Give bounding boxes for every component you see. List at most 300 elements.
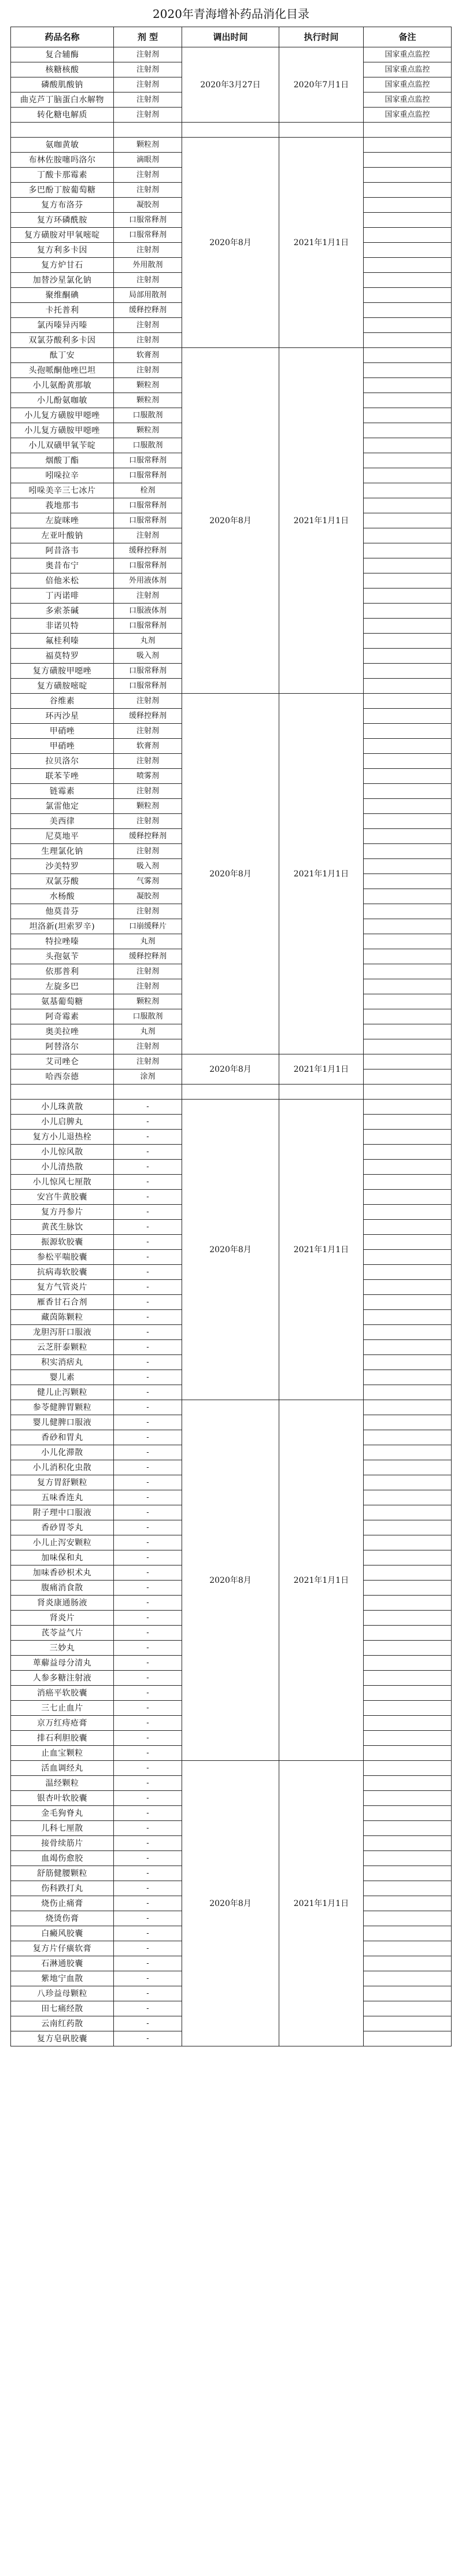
dosage-form-cell: -: [114, 1806, 182, 1821]
drug-name-cell: 链霉素: [11, 784, 114, 799]
dosage-form-cell: -: [114, 1671, 182, 1686]
drug-name-cell: 萆薢益母分清丸: [11, 1656, 114, 1671]
drug-name-cell: 白癜风胶囊: [11, 1926, 114, 1941]
remarks-cell: [364, 814, 452, 829]
dosage-form-cell: -: [114, 1160, 182, 1175]
dosage-form-cell: -: [114, 1881, 182, 1896]
drug-name-cell: 石淋通胶囊: [11, 1956, 114, 1971]
remarks-cell: [364, 228, 452, 243]
dosage-form-cell: 吸入剂: [114, 649, 182, 664]
dosage-form-cell: 凝胶剂: [114, 889, 182, 904]
drug-name-cell: 拉贝洛尔: [11, 754, 114, 769]
drug-name-cell: 复方胃舒颗粒: [11, 1475, 114, 1490]
empty-cell: [279, 1085, 364, 1100]
drug-name-cell: 雁香甘石合剂: [11, 1295, 114, 1310]
remarks-cell: [364, 1776, 452, 1791]
dosage-form-cell: 口服常释剂: [114, 679, 182, 694]
table-row: [11, 47, 452, 62]
drug-name-cell: 伤科跌打丸: [11, 1881, 114, 1896]
remarks-cell: [364, 1716, 452, 1731]
drug-name-cell: 复方利多卡因: [11, 243, 114, 258]
dosage-form-cell: 口服散剂: [114, 408, 182, 423]
drug-name-cell: 磷酸肌酸钠: [11, 77, 114, 92]
remarks-cell: [364, 363, 452, 378]
dosage-form-cell: -: [114, 1656, 182, 1671]
remarks-cell: [364, 183, 452, 198]
remarks-cell: [364, 333, 452, 348]
remarks-cell: [364, 513, 452, 528]
remarks-cell: [364, 318, 452, 333]
drug-name-cell: 加味香砂枳术丸: [11, 1565, 114, 1581]
drug-name-cell: 腹痛消食散: [11, 1581, 114, 1596]
drug-name-cell: 黄芪生脉饮: [11, 1220, 114, 1235]
drug-name-cell: 非诺贝特: [11, 619, 114, 634]
dosage-form-cell: -: [114, 1325, 182, 1340]
drug-name-cell: 他莫昔芬: [11, 904, 114, 919]
drug-name-cell: 艾司唑仑: [11, 1054, 114, 1069]
drug-name-cell: 奥美拉唑: [11, 1024, 114, 1039]
empty-cell: [279, 123, 364, 138]
remarks-cell: [364, 1821, 452, 1836]
dosage-form-cell: -: [114, 1340, 182, 1355]
remarks-cell: [364, 889, 452, 904]
header-effective-date: 执行时间: [279, 27, 364, 47]
removal-date-cell: 2020年8月: [182, 138, 279, 348]
table-row: [11, 1054, 452, 1069]
removal-date-cell: 2020年8月: [182, 1400, 279, 1761]
remarks-cell: [364, 1911, 452, 1926]
drug-name-cell: 莪地那韦: [11, 498, 114, 513]
drug-name-cell: 金毛狗脊丸: [11, 1806, 114, 1821]
drug-name-cell: 积实消痞丸: [11, 1355, 114, 1370]
drug-name-cell: 小儿惊风散: [11, 1145, 114, 1160]
empty-cell: [364, 123, 452, 138]
dosage-form-cell: -: [114, 1445, 182, 1460]
drug-name-cell: 复方磺胺嘧啶: [11, 679, 114, 694]
drug-name-cell: 坦洛新(坦索罗辛): [11, 919, 114, 934]
drug-name-cell: 小儿惊风七厘散: [11, 1175, 114, 1190]
remarks-cell: [364, 1115, 452, 1130]
dosage-form-cell: 注射剂: [114, 273, 182, 288]
dosage-form-cell: 软膏剂: [114, 348, 182, 363]
drug-name-cell: 头孢氨苄: [11, 949, 114, 964]
drug-name-cell: 紫地宁血散: [11, 1971, 114, 1986]
empty-cell: [11, 123, 114, 138]
remarks-cell: [364, 198, 452, 213]
drug-name-cell: 人参多糖注射液: [11, 1671, 114, 1686]
remarks-cell: [364, 453, 452, 468]
dosage-form-cell: -: [114, 1115, 182, 1130]
dosage-form-cell: -: [114, 1956, 182, 1971]
drug-name-cell: 香砂胃苓丸: [11, 1520, 114, 1535]
removal-date-cell: 2020年3月27日: [182, 47, 279, 123]
drug-name-cell: 婴儿健脾口服液: [11, 1415, 114, 1430]
drug-name-cell: 复方磺胺对甲氧嘧啶: [11, 228, 114, 243]
dosage-form-cell: -: [114, 1370, 182, 1385]
drug-name-cell: 卡托普利: [11, 303, 114, 318]
drug-name-cell: 小儿酚氨咖敏: [11, 393, 114, 408]
drug-name-cell: 环丙沙星: [11, 709, 114, 724]
drug-name-cell: 田七痛经散: [11, 2001, 114, 2016]
dosage-form-cell: -: [114, 1821, 182, 1836]
drug-name-cell: 血竭伤愈胶: [11, 1851, 114, 1866]
remarks-cell: [364, 1596, 452, 1611]
drug-name-cell: 小儿化滞散: [11, 1445, 114, 1460]
remarks-cell: [364, 1806, 452, 1821]
remarks-cell: [364, 1160, 452, 1175]
remarks-cell: [364, 724, 452, 739]
remarks-cell: [364, 874, 452, 889]
remarks-cell: [364, 604, 452, 619]
dosage-form-cell: -: [114, 1686, 182, 1701]
table-row: [11, 694, 452, 709]
remarks-cell: [364, 949, 452, 964]
drug-name-cell: 龙胆泻肝口服液: [11, 1325, 114, 1340]
dosage-form-cell: 注射剂: [114, 844, 182, 859]
drug-name-cell: 福莫特罗: [11, 649, 114, 664]
remarks-cell: [364, 168, 452, 183]
dosage-form-cell: 颗粒剂: [114, 138, 182, 153]
drug-name-cell: 丁酸卡那霉素: [11, 168, 114, 183]
drug-name-cell: 双氯芬酸: [11, 874, 114, 889]
drug-name-cell: 氨基葡萄糖: [11, 994, 114, 1009]
drug-name-cell: 水杨酸: [11, 889, 114, 904]
drug-name-cell: 云南红药散: [11, 2016, 114, 2031]
dosage-form-cell: 缓释控释剂: [114, 949, 182, 964]
dosage-form-cell: 颗粒剂: [114, 994, 182, 1009]
remarks-cell: [364, 1761, 452, 1776]
remarks-cell: [364, 1190, 452, 1205]
drug-name-cell: 肾炎片: [11, 1611, 114, 1626]
remarks-cell: [364, 273, 452, 288]
dosage-form-cell: -: [114, 1490, 182, 1505]
dosage-form-cell: -: [114, 1641, 182, 1656]
dosage-form-cell: -: [114, 1190, 182, 1205]
remarks-cell: [364, 934, 452, 949]
remarks-cell: [364, 634, 452, 649]
remarks-cell: [364, 664, 452, 679]
drug-name-cell: 复方气管炎片: [11, 1280, 114, 1295]
dosage-form-cell: 喷雾剂: [114, 769, 182, 784]
drug-name-cell: 复方片仔癀软膏: [11, 1941, 114, 1956]
drug-name-cell: 倍他米松: [11, 573, 114, 589]
separator-row: [11, 123, 452, 138]
remarks-cell: [364, 1235, 452, 1250]
remarks-cell: [364, 994, 452, 1009]
drug-name-cell: 丁丙诺啡: [11, 589, 114, 604]
drug-name-cell: 云芝肝泰颗粒: [11, 1340, 114, 1355]
dosage-form-cell: -: [114, 1731, 182, 1746]
remarks-cell: [364, 1550, 452, 1565]
remarks-cell: [364, 1986, 452, 2001]
dosage-form-cell: 注射剂: [114, 62, 182, 77]
drug-name-cell: 舒筋健腰颗粒: [11, 1866, 114, 1881]
remarks-cell: [364, 904, 452, 919]
dosage-form-cell: 注射剂: [114, 168, 182, 183]
remarks-cell: [364, 739, 452, 754]
dosage-form-cell: -: [114, 1205, 182, 1220]
remarks-cell: [364, 1220, 452, 1235]
dosage-form-cell: 口服常释剂: [114, 558, 182, 573]
remarks-cell: [364, 1475, 452, 1490]
drug-name-cell: 阿奇霉素: [11, 1009, 114, 1024]
removal-date-cell: 2020年8月: [182, 1100, 279, 1400]
drug-name-cell: 核糖核酸: [11, 62, 114, 77]
drug-name-cell: 复方布洛芬: [11, 198, 114, 213]
drug-name-cell: 转化糖电解质: [11, 108, 114, 123]
effective-date-cell: 2021年1月1日: [279, 694, 364, 1054]
drug-name-cell: 左亚叶酸钠: [11, 528, 114, 543]
dosage-form-cell: 缓释控释剂: [114, 543, 182, 558]
drug-name-cell: 特拉唑嗪: [11, 934, 114, 949]
effective-date-cell: 2021年1月1日: [279, 138, 364, 348]
remarks-cell: [364, 1355, 452, 1370]
remarks-cell: [364, 1340, 452, 1355]
dosage-form-cell: -: [114, 1505, 182, 1520]
dosage-form-cell: 凝胶剂: [114, 198, 182, 213]
remarks-cell: [364, 1896, 452, 1911]
remarks-cell: [364, 1520, 452, 1535]
remarks-cell: [364, 1415, 452, 1430]
dosage-form-cell: 口崩缓释片: [114, 919, 182, 934]
dosage-form-cell: -: [114, 1851, 182, 1866]
drug-name-cell: 美西律: [11, 814, 114, 829]
empty-cell: [182, 1085, 279, 1100]
drug-name-cell: 儿科七厘散: [11, 1821, 114, 1836]
remarks-cell: [364, 1054, 452, 1069]
effective-date-cell: 2021年1月1日: [279, 1100, 364, 1400]
remarks-cell: [364, 1400, 452, 1415]
dosage-form-cell: 口服常释剂: [114, 228, 182, 243]
drug-name-cell: 小儿消积化虫散: [11, 1460, 114, 1475]
empty-cell: [114, 123, 182, 138]
dosage-form-cell: -: [114, 1866, 182, 1881]
remarks-cell: [364, 754, 452, 769]
dosage-form-cell: -: [114, 1385, 182, 1400]
drug-name-cell: 阿替洛尔: [11, 1039, 114, 1054]
remarks-cell: [364, 1866, 452, 1881]
remarks-cell: [364, 1205, 452, 1220]
remarks-cell: [364, 694, 452, 709]
drug-name-cell: 小儿清热散: [11, 1160, 114, 1175]
dosage-form-cell: -: [114, 1520, 182, 1535]
remarks-cell: [364, 1941, 452, 1956]
separator-row: [11, 1085, 452, 1100]
dosage-form-cell: -: [114, 1265, 182, 1280]
dosage-form-cell: -: [114, 1535, 182, 1550]
drug-name-cell: 复合辅酶: [11, 47, 114, 62]
remarks-cell: [364, 138, 452, 153]
remarks-cell: [364, 1445, 452, 1460]
dosage-form-cell: -: [114, 1911, 182, 1926]
remarks-cell: [364, 1671, 452, 1686]
drug-name-cell: 烟酸丁酯: [11, 453, 114, 468]
remarks-cell: [364, 2016, 452, 2031]
drug-name-cell: 烧烫伤膏: [11, 1911, 114, 1926]
drug-table: [10, 27, 452, 2046]
drug-name-cell: 多巴酚丁胺葡萄糖: [11, 183, 114, 198]
remarks-cell: [364, 1024, 452, 1039]
drug-name-cell: 依那普利: [11, 964, 114, 979]
remarks-cell: [364, 393, 452, 408]
drug-name-cell: 左旋咪唑: [11, 513, 114, 528]
page-title: 2020年青海增补药品消化目录: [153, 7, 309, 21]
dosage-form-cell: -: [114, 1565, 182, 1581]
drug-name-cell: 小儿双磺甲氧苄啶: [11, 438, 114, 453]
dosage-form-cell: -: [114, 1460, 182, 1475]
dosage-form-cell: -: [114, 1235, 182, 1250]
dosage-form-cell: 局部用散剂: [114, 288, 182, 303]
drug-name-cell: 氟桂利嗪: [11, 634, 114, 649]
drug-name-cell: 复方皂矾胶囊: [11, 2031, 114, 2046]
dosage-form-cell: 缓释控释剂: [114, 303, 182, 318]
table-row: [11, 1400, 452, 1415]
drug-name-cell: 活血调经丸: [11, 1761, 114, 1776]
remarks-cell: [364, 964, 452, 979]
dosage-form-cell: 注射剂: [114, 694, 182, 709]
remarks-cell: [364, 438, 452, 453]
dosage-form-cell: -: [114, 1626, 182, 1641]
remarks-cell: [364, 2031, 452, 2046]
remarks-cell: [364, 1535, 452, 1550]
remarks-cell: [364, 1731, 452, 1746]
drug-name-cell: 哈西奈德: [11, 1069, 114, 1085]
remarks-cell: [364, 859, 452, 874]
remarks-cell: [364, 769, 452, 784]
header-dosage-form: 剂 型: [114, 27, 182, 47]
dosage-form-cell: 注射剂: [114, 318, 182, 333]
effective-date-cell: 2021年1月1日: [279, 1400, 364, 1761]
table-row: [11, 1761, 452, 1776]
dosage-form-cell: -: [114, 1145, 182, 1160]
drug-name-cell: 婴儿素: [11, 1370, 114, 1385]
drug-name-cell: 香砂和胃丸: [11, 1430, 114, 1445]
dosage-form-cell: 口服常释剂: [114, 513, 182, 528]
dosage-form-cell: 吸入剂: [114, 859, 182, 874]
drug-name-cell: 联苯苄唑: [11, 769, 114, 784]
dosage-form-cell: 注射剂: [114, 333, 182, 348]
drug-name-cell: 五味香连丸: [11, 1490, 114, 1505]
remarks-cell: [364, 919, 452, 934]
dosage-form-cell: -: [114, 1250, 182, 1265]
removal-date-cell: 2020年8月: [182, 694, 279, 1054]
dosage-form-cell: -: [114, 1611, 182, 1626]
drug-name-cell: 小儿止泻安颗粒: [11, 1535, 114, 1550]
remarks-cell: [364, 1325, 452, 1340]
drug-name-cell: 复方磺胺甲噁唑: [11, 664, 114, 679]
drug-name-cell: 银杏叶软胶囊: [11, 1791, 114, 1806]
dosage-form-cell: 注射剂: [114, 243, 182, 258]
remarks-cell: [364, 1971, 452, 1986]
table-row: [11, 1100, 452, 1115]
remarks-cell: [364, 1701, 452, 1716]
dosage-form-cell: 注射剂: [114, 964, 182, 979]
remarks-cell: [364, 1565, 452, 1581]
table-row: [11, 348, 452, 363]
remarks-cell: [364, 1505, 452, 1520]
dosage-form-cell: -: [114, 1791, 182, 1806]
remarks-cell: [364, 153, 452, 168]
dosage-form-cell: 注射剂: [114, 77, 182, 92]
drug-name-cell: 甲硝唑: [11, 739, 114, 754]
remarks-cell: [364, 483, 452, 498]
remarks-cell: [364, 528, 452, 543]
remarks-cell: [364, 1626, 452, 1641]
dosage-form-cell: 气雾剂: [114, 874, 182, 889]
drug-name-cell: 复方环磷酰胺: [11, 213, 114, 228]
dosage-form-cell: 注射剂: [114, 904, 182, 919]
drug-name-cell: 酞丁安: [11, 348, 114, 363]
drug-name-cell: 谷维素: [11, 694, 114, 709]
drug-name-cell: 参松平喘胶囊: [11, 1250, 114, 1265]
drug-name-cell: 曲克芦丁脑蛋白水解物: [11, 92, 114, 108]
drug-name-cell: 布林佐胺噻吗洛尔: [11, 153, 114, 168]
dosage-form-cell: 丸剂: [114, 634, 182, 649]
drug-name-cell: 小儿复方磺胺甲噁唑: [11, 423, 114, 438]
dosage-form-cell: -: [114, 1836, 182, 1851]
dosage-form-cell: -: [114, 1220, 182, 1235]
remarks-cell: [364, 589, 452, 604]
drug-name-cell: 复方丹参片: [11, 1205, 114, 1220]
drug-name-cell: 参苓健脾胃颗粒: [11, 1400, 114, 1415]
dosage-form-cell: -: [114, 1761, 182, 1776]
dosage-form-cell: 注射剂: [114, 724, 182, 739]
drug-name-cell: 芪苓益气片: [11, 1626, 114, 1641]
dosage-form-cell: -: [114, 1581, 182, 1596]
drug-name-cell: 八珍益母颗粒: [11, 1986, 114, 2001]
remarks-cell: [364, 1611, 452, 1626]
removal-date-cell: 2020年8月: [182, 1761, 279, 2046]
remarks-cell: [364, 1430, 452, 1445]
dosage-form-cell: -: [114, 1430, 182, 1445]
drug-name-cell: 小儿启脾丸: [11, 1115, 114, 1130]
drug-name-cell: 氨咖黄敏: [11, 138, 114, 153]
remarks-cell: [364, 213, 452, 228]
remarks-cell: [364, 1836, 452, 1851]
dosage-form-cell: -: [114, 1175, 182, 1190]
effective-date-cell: 2020年7月1日: [279, 47, 364, 123]
drug-name-cell: 健儿止泻颗粒: [11, 1385, 114, 1400]
dosage-form-cell: 丸剂: [114, 1024, 182, 1039]
drug-name-cell: 振源软胶囊: [11, 1235, 114, 1250]
drug-name-cell: 加替沙星氯化钠: [11, 273, 114, 288]
drug-name-cell: 烧伤止痛膏: [11, 1896, 114, 1911]
dosage-form-cell: 外用散剂: [114, 258, 182, 273]
drug-name-cell: 复方小儿退热栓: [11, 1130, 114, 1145]
drug-name-cell: 吲哚拉辛: [11, 468, 114, 483]
drug-name-cell: 小儿氨酚黄那敏: [11, 378, 114, 393]
empty-cell: [11, 1085, 114, 1100]
dosage-form-cell: 缓释控释剂: [114, 829, 182, 844]
dosage-form-cell: 注射剂: [114, 979, 182, 994]
dosage-form-cell: -: [114, 1896, 182, 1911]
remarks-cell: [364, 1130, 452, 1145]
effective-date-cell: 2021年1月1日: [279, 1054, 364, 1085]
header-remarks: 备注: [364, 27, 452, 47]
remarks-cell: [364, 1746, 452, 1761]
dosage-form-cell: 注射剂: [114, 47, 182, 62]
dosage-form-cell: -: [114, 2001, 182, 2016]
drug-name-cell: 温经颗粒: [11, 1776, 114, 1791]
drug-name-cell: 聚维酮碘: [11, 288, 114, 303]
dosage-form-cell: 注射剂: [114, 784, 182, 799]
drug-name-cell: 小儿复方磺胺甲噁唑: [11, 408, 114, 423]
remarks-cell: [364, 1956, 452, 1971]
dosage-form-cell: -: [114, 1971, 182, 1986]
header-drug-name: 药品名称: [11, 27, 114, 47]
drug-name-cell: 三七止血片: [11, 1701, 114, 1716]
dosage-form-cell: -: [114, 1776, 182, 1791]
